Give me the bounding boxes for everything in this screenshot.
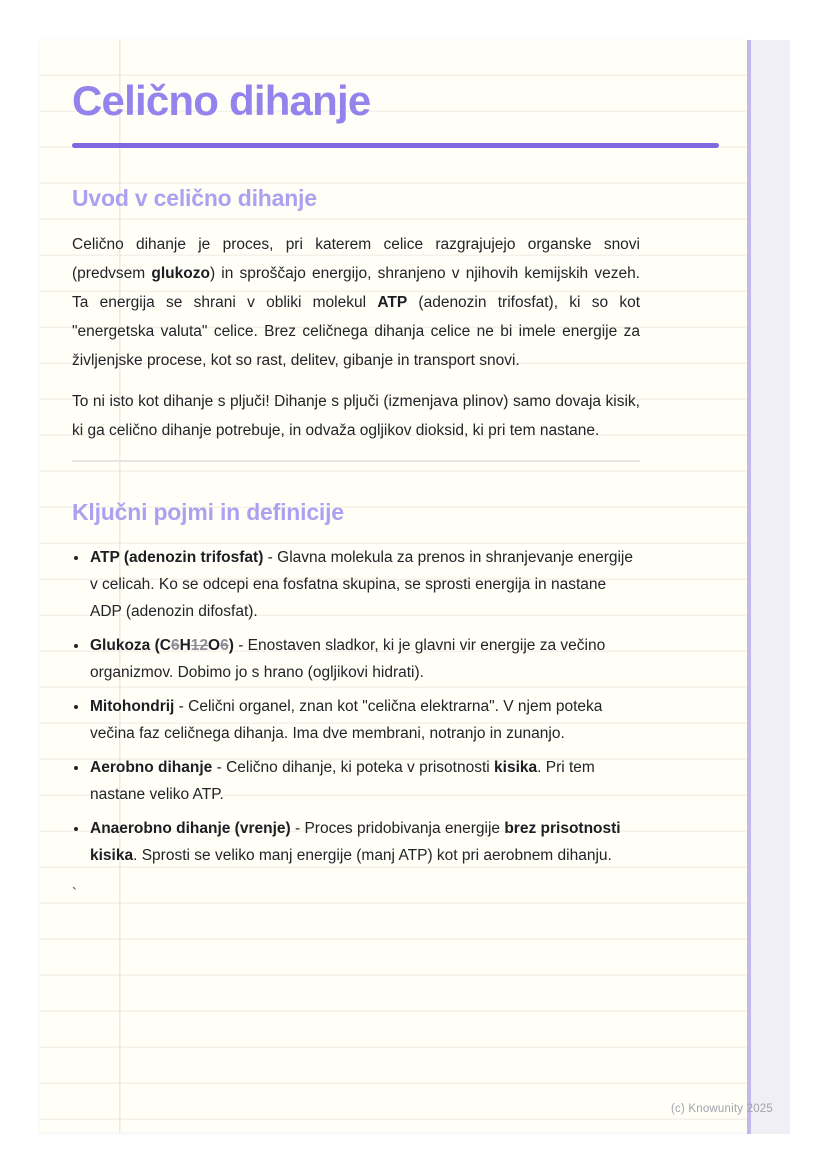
section-uvod bbox=[72, 185, 640, 445]
list-item-aerobno: • Aerobno dihanje - Celično dihanje, ki poteka v prisotnosti kisika. Pri tem nastane veliko ATP. bbox=[89, 754, 640, 808]
paragraph-intro: Celično dihanje je proces, pri katerem celice razgrajujejo organske snovi (predvsem glukozo) in sproščajo energijo, shranjeno v njihovih kemijskih vezeh. Ta energija se shrani v obliki molekul ATP (adenozin trifosfat), ki so kot "energetska valuta" celice. Brez celičnega dihanja celice ne bi imele energije za življenjske procese, kot so rast, delitev, gibanje in transport snovi. bbox=[72, 235, 641, 369]
title-underline bbox=[72, 143, 719, 148]
paragraph-lungs-note: To ni isto kot dihanje s pljuči! Dihanje s pljuči (izmenjava plinov) samo dovaja kisik, ki ga celično dihanje potrebuje, in odvaža ogljikov dioksid, ki pri tem nastane. bbox=[72, 392, 640, 439]
section-heading-pojmi: Ključni pojmi in definicije bbox=[72, 498, 344, 525]
page-title: Celično dihanje bbox=[72, 77, 371, 124]
content-column bbox=[72, 185, 640, 902]
stray-backtick-text: ` bbox=[72, 885, 77, 903]
watermark: (c) Knowunity 2025 bbox=[670, 1103, 773, 1115]
list-item-glukoza: • Glukoza (C6H12O6) - Enostaven sladkor, ki je glavni vir energije za večino organizmov. Dobimo jo s hrano (ogljikovi hidrati). bbox=[89, 632, 640, 686]
section-heading-uvod: Uvod v celično dihanje bbox=[72, 185, 317, 211]
note-page bbox=[40, 40, 747, 1132]
definitions-list bbox=[72, 544, 640, 869]
list-item-atp: • ATP (adenozin trifosfat) - Glavna molekula za prenos in shranjevanje energije v celicah. Ko se odcepi ena fosfatna skupina, se sprosti energija in nastane ADP (adenozin difosfat). bbox=[89, 544, 640, 625]
section-divider bbox=[72, 460, 640, 462]
list-item-mitohondrij: • Mitohondrij - Celični organel, znan kot "celična elektrarna". V njem poteka večina faz celičnega dihanja. Ima dve membrani, notranjo in zunanjo. bbox=[89, 693, 640, 747]
section-pojmi bbox=[72, 499, 640, 870]
adjacent-page-edge bbox=[747, 40, 790, 1134]
list-item-anaerobno: • Anaerobno dihanje (vrenje) - Proces pridobivanja energije brez prisotnosti kisika. Sprosti se veliko manj energije (manj ATP) kot pri aerobnem dihanju. bbox=[89, 815, 640, 869]
